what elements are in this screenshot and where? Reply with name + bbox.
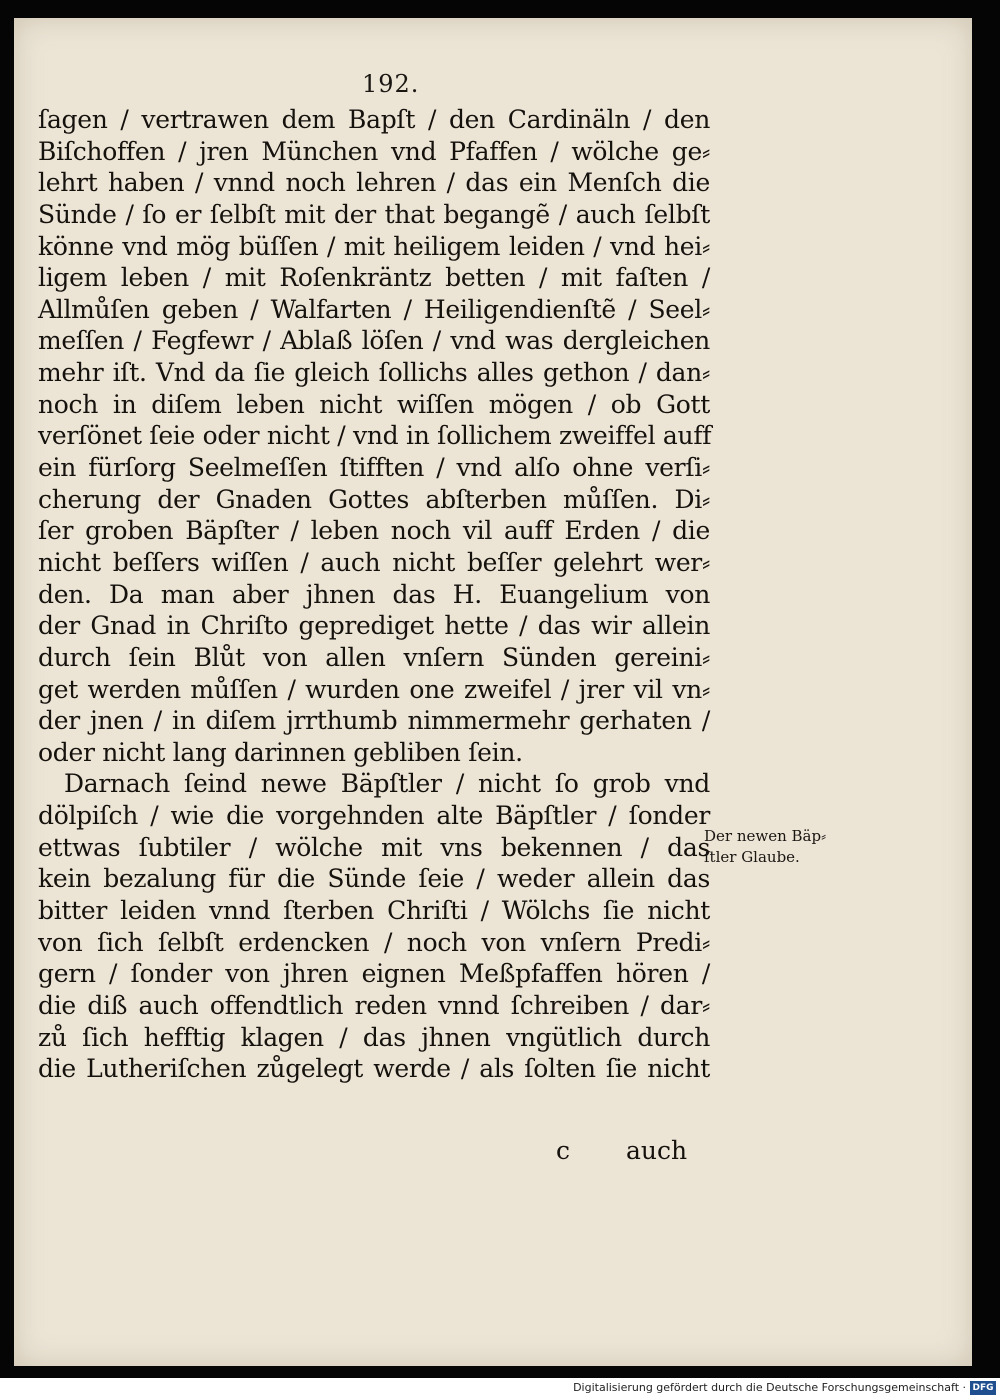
text-line: ſagen / vertrawen dem Bapſt / den Cardinäln / den — [38, 105, 710, 134]
text-line: den. Da man aber jhnen das H. Euangelium von — [38, 579, 710, 609]
text-line: der Gnad in Chriſto geprediget hette / das wir allein — [38, 611, 710, 641]
catchline — [38, 1136, 710, 1170]
text-line: Sünde / ſo er ſelbſt mit der that begangẽ / auch ſelbſt — [38, 199, 710, 229]
text-line: nicht beſſers wiſſen / auch nicht beſſer gelehrt wer⸗ — [38, 547, 710, 577]
text-line: ligem leben / mit Roſenkräntz betten / mit faſten / — [38, 263, 710, 293]
text-line: noch in diſem leben nicht wiſſen mögen / ob Gott — [38, 389, 710, 419]
margin-note-line: ſtler Glaube. — [704, 848, 800, 866]
margin-note — [704, 826, 844, 868]
dfg-logo-icon: DFG — [970, 1381, 996, 1395]
text-line: mehr iſt. Vnd da ſie gleich ſollichs alles gethon / dan⸗ — [38, 358, 710, 388]
text-line: ſer groben Bäpſter / leben noch vil auff Erden / die — [38, 516, 710, 546]
text-line: gern / ſonder von jhren eignen Meßpfaffen hören / — [38, 959, 710, 989]
text-line: bitter leiden vnnd ſterben Chriſti / Wölchs ſie nicht — [38, 896, 710, 926]
text-line: durch ſein Blůt von allen vnſern Sünden gereini⸗ — [38, 642, 710, 672]
text-line: Biſchoffen / jren München vnd Pfaffen / wölche ge⸗ — [38, 136, 710, 166]
signature-mark: c — [556, 1136, 571, 1165]
text-line: Allmůſen geben / Walfarten / Heiligendienſtẽ / Seel⸗ — [38, 294, 710, 324]
text-line: dölpiſch / wie die vorgehnden alte Bäpſtler / ſonder — [38, 801, 710, 831]
text-line: ettwas ſubtiler / wölche mit vns bekennen / das — [38, 832, 710, 862]
text-line: ein fürſorg Seelmeſſen ſtifften / vnd alſo ohne verſi⸗ — [38, 453, 710, 483]
text-line: oder nicht lang darinnen gebliben ſein. — [38, 737, 523, 767]
text-line: die Lutheriſchen zůgelegt werde / als ſolten ſie nicht — [38, 1054, 710, 1084]
text-line: kein bezalung für die Sünde ſeie / weder allein das — [38, 864, 710, 894]
margin-note-line: Der newen Bäp⸗ — [704, 827, 827, 845]
text-line: von ſich ſelbſt erdencken / noch von vnſern Predi⸗ — [38, 927, 710, 957]
text-line: lehrt haben / vnnd noch lehren / das ein Menſch die — [38, 168, 710, 198]
text-line: Darnach ſeind newe Bäpſtler / nicht ſo grob vnd — [64, 769, 710, 799]
text-line: die diß auch offendtlich reden vnnd ſchreiben / dar⸗ — [38, 990, 710, 1020]
footer-bar — [0, 1378, 1000, 1400]
catchword: auch — [626, 1136, 688, 1165]
footer-credit: Digitalisierung gefördert durch die Deutsche Forschungsgemeinschaft · — [573, 1381, 966, 1394]
text-line: verſönet ſeie oder nicht / vnd in ſollichem zweiffel auff — [38, 421, 712, 451]
main-text-block — [38, 104, 710, 1085]
page-number: 192. — [362, 70, 420, 98]
text-line: könne vnd mög büſſen / mit heiligem leiden / vnd hei⸗ — [38, 231, 710, 261]
text-line: zů ſich hefftig klagen / das jhnen vngütlich durch — [38, 1022, 710, 1052]
text-line: cherung der Gnaden Gottes abſterben můſſen. Di⸗ — [38, 484, 710, 514]
text-line: get werden můſſen / wurden one zweifel / jrer vil vn⸗ — [38, 674, 710, 704]
text-line: meſſen / Fegfewr / Ablaß löſen / vnd was dergleichen — [38, 326, 710, 356]
text-line: der jnen / in diſem jrrthumb nimmermehr gerhaten / — [38, 706, 710, 736]
